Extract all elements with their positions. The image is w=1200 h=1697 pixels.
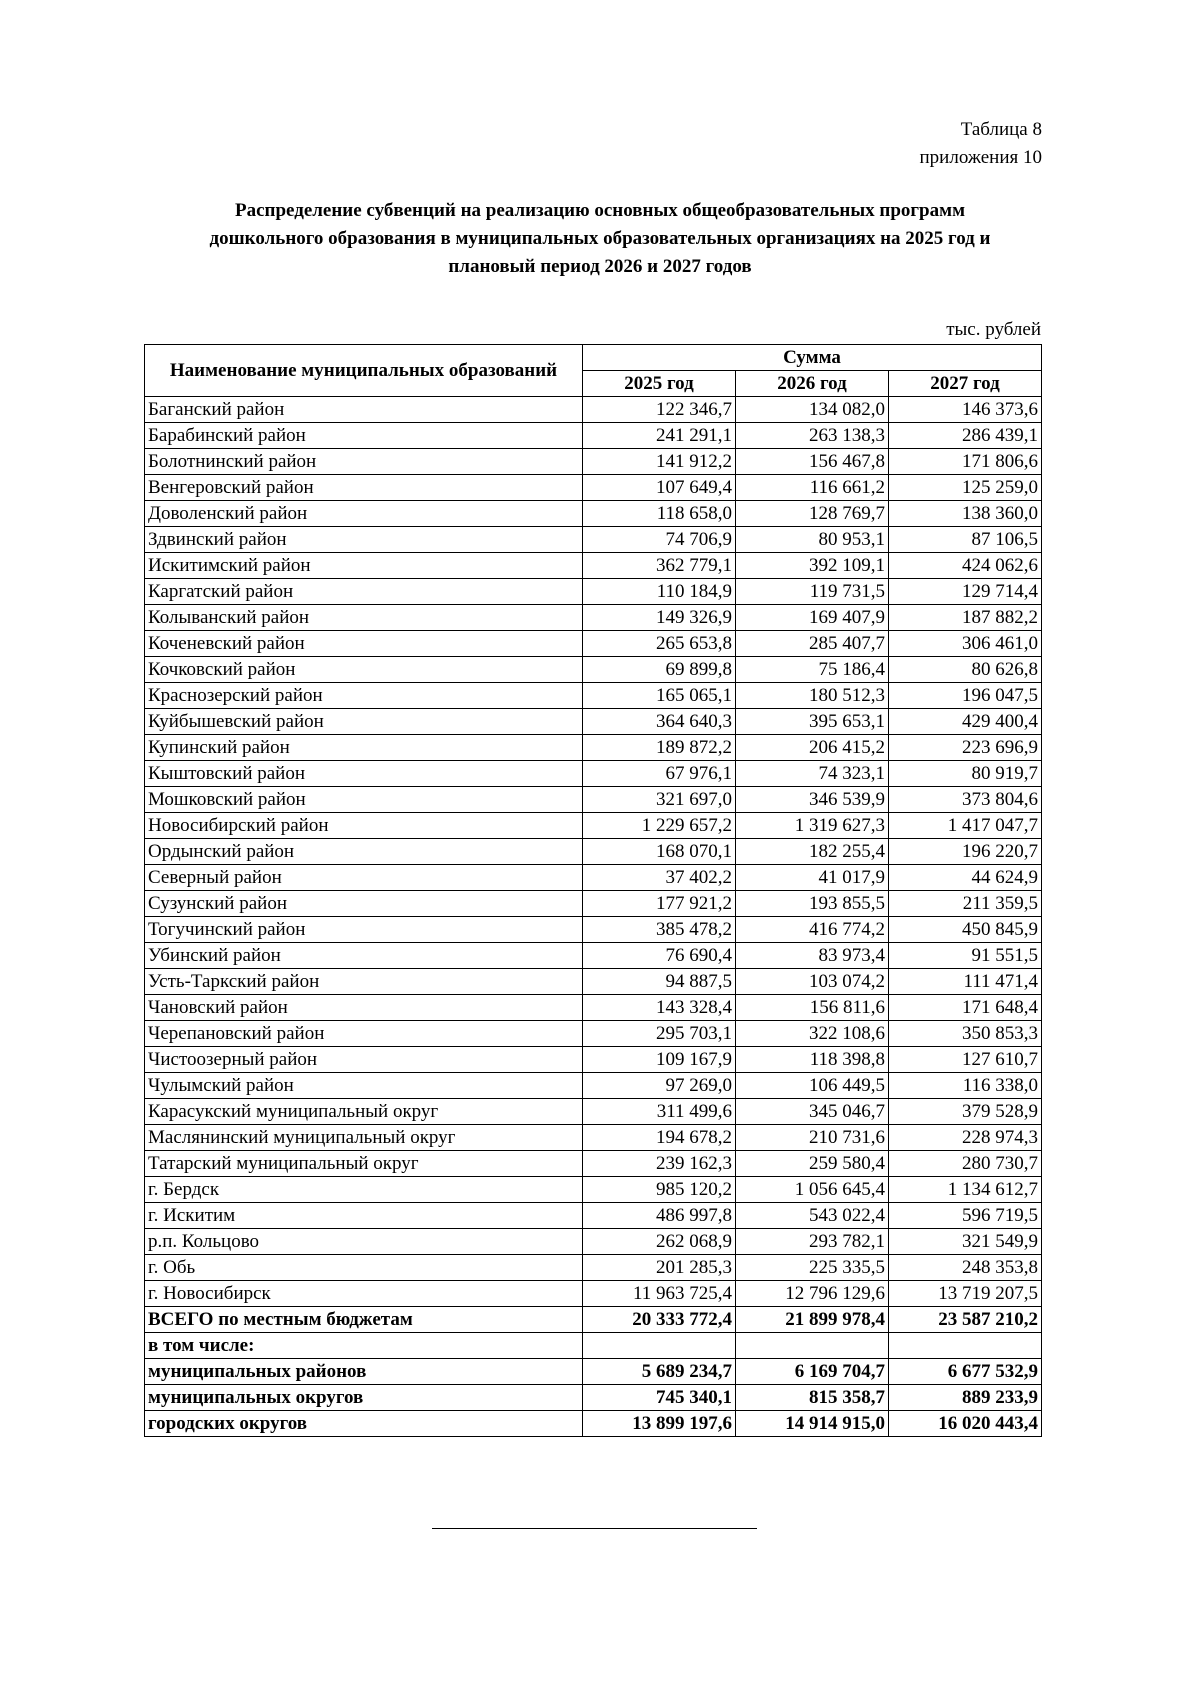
value-2025-cell: 311 499,6 [583,1099,736,1125]
row-name-cell: Сузунский район [145,891,583,917]
value-2027-cell: 87 106,5 [889,527,1042,553]
table-row [145,1255,1042,1281]
value-2026-cell: 225 335,5 [736,1255,889,1281]
value-2026-cell: 392 109,1 [736,553,889,579]
row-name-cell: Маслянинский муниципальный округ [145,1125,583,1151]
value-2026-cell: 41 017,9 [736,865,889,891]
value-2025-cell: 177 921,2 [583,891,736,917]
table-row [145,891,1042,917]
value-2027-cell: 280 730,7 [889,1151,1042,1177]
value-2027-cell: 111 471,4 [889,969,1042,995]
table-row [145,839,1042,865]
value-2027-cell: 171 806,6 [889,449,1042,475]
row-name-cell: Краснозерский район [145,683,583,709]
value-2025-cell: 295 703,1 [583,1021,736,1047]
value-2026-cell: 156 467,8 [736,449,889,475]
table-total-row [145,1333,1042,1359]
value-2025-cell: 385 478,2 [583,917,736,943]
value-2026-cell: 134 082,0 [736,397,889,423]
value-2026-cell: 322 108,6 [736,1021,889,1047]
value-2027-cell: 138 360,0 [889,501,1042,527]
table-row [145,813,1042,839]
table-row [145,1073,1042,1099]
table-total-row [145,1359,1042,1385]
value-2026-cell: 263 138,3 [736,423,889,449]
row-name-cell: р.п. Кольцово [145,1229,583,1255]
value-2026-cell: 14 914 915,0 [736,1411,889,1437]
value-2025-cell: 168 070,1 [583,839,736,865]
table-row [145,423,1042,449]
value-2027-cell: 450 845,9 [889,917,1042,943]
value-2027-cell: 306 461,0 [889,631,1042,657]
table-row [145,735,1042,761]
row-name-cell: г. Обь [145,1255,583,1281]
value-2025-cell: 69 899,8 [583,657,736,683]
value-2027-cell: 23 587 210,2 [889,1307,1042,1333]
row-name-cell: Кыштовский район [145,761,583,787]
value-2027-cell: 424 062,6 [889,553,1042,579]
table-row [145,1281,1042,1307]
value-2025-cell: 262 068,9 [583,1229,736,1255]
table-row [145,475,1042,501]
value-2027-cell: 211 359,5 [889,891,1042,917]
value-2026-cell: 293 782,1 [736,1229,889,1255]
row-name-cell: Тогучинский район [145,917,583,943]
value-2025-cell: 107 649,4 [583,475,736,501]
value-2025-cell: 67 976,1 [583,761,736,787]
table-row [145,943,1042,969]
table-row [145,969,1042,995]
value-2026-cell: 346 539,9 [736,787,889,813]
value-2026-cell: 1 056 645,4 [736,1177,889,1203]
value-2025-cell: 109 167,9 [583,1047,736,1073]
row-name-cell: Карасукский муниципальный округ [145,1099,583,1125]
value-2027-cell: 129 714,4 [889,579,1042,605]
column-header-year: 2026 год [736,371,889,397]
value-2027-cell: 1 134 612,7 [889,1177,1042,1203]
value-2026-cell: 74 323,1 [736,761,889,787]
value-2027-cell: 127 610,7 [889,1047,1042,1073]
value-2026-cell: 193 855,5 [736,891,889,917]
value-2027-cell: 146 373,6 [889,397,1042,423]
row-name-cell: Ордынский район [145,839,583,865]
value-2025-cell: 239 162,3 [583,1151,736,1177]
value-2025-cell: 143 328,4 [583,995,736,1021]
table-row [145,1125,1042,1151]
value-2025-cell: 141 912,2 [583,449,736,475]
value-2026-cell: 285 407,7 [736,631,889,657]
value-2027-cell: 286 439,1 [889,423,1042,449]
value-2026-cell: 118 398,8 [736,1047,889,1073]
value-2027-cell: 44 624,9 [889,865,1042,891]
row-name-cell: Баганский район [145,397,583,423]
value-2025-cell: 37 402,2 [583,865,736,891]
value-2027-cell: 248 353,8 [889,1255,1042,1281]
value-2026-cell [736,1333,889,1359]
column-header-year: 2027 год [889,371,1042,397]
value-2025-cell: 189 872,2 [583,735,736,761]
value-2025-cell: 745 340,1 [583,1385,736,1411]
table-body [145,397,1042,1437]
value-2026-cell: 345 046,7 [736,1099,889,1125]
table-row [145,605,1042,631]
value-2027-cell: 80 626,8 [889,657,1042,683]
table-row [145,527,1042,553]
table-total-row [145,1385,1042,1411]
value-2027-cell: 125 259,0 [889,475,1042,501]
value-2026-cell: 206 415,2 [736,735,889,761]
row-name-cell: г. Новосибирск [145,1281,583,1307]
value-2026-cell: 83 973,4 [736,943,889,969]
value-2026-cell: 128 769,7 [736,501,889,527]
table-row [145,761,1042,787]
row-name-cell: Купинский район [145,735,583,761]
value-2025-cell: 265 653,8 [583,631,736,657]
table-row [145,1177,1042,1203]
bottom-divider [432,1528,757,1529]
value-2025-cell: 13 899 197,6 [583,1411,736,1437]
value-2026-cell: 169 407,9 [736,605,889,631]
value-2026-cell: 116 661,2 [736,475,889,501]
row-name-cell: Колыванский район [145,605,583,631]
column-header-name: Наименование муниципальных образований [145,345,583,397]
row-name-cell: Усть-Таркский район [145,969,583,995]
value-2027-cell: 196 047,5 [889,683,1042,709]
value-2026-cell: 12 796 129,6 [736,1281,889,1307]
value-2026-cell: 80 953,1 [736,527,889,553]
value-2027-cell: 80 919,7 [889,761,1042,787]
row-name-cell: г. Искитим [145,1203,583,1229]
value-2025-cell [583,1333,736,1359]
row-name-cell: муниципальных округов [145,1385,583,1411]
table-row [145,631,1042,657]
value-2025-cell: 985 120,2 [583,1177,736,1203]
value-2027-cell: 596 719,5 [889,1203,1042,1229]
units-label: тыс. рублей [946,319,1041,340]
value-2026-cell: 395 653,1 [736,709,889,735]
value-2027-cell: 889 233,9 [889,1385,1042,1411]
row-name-cell: Чановский район [145,995,583,1021]
table-row [145,1047,1042,1073]
row-name-cell: Северный район [145,865,583,891]
table-row [145,683,1042,709]
document-title [145,197,1055,281]
row-name-cell: Куйбышевский район [145,709,583,735]
table-row [145,787,1042,813]
value-2027-cell: 13 719 207,5 [889,1281,1042,1307]
table-row [145,553,1042,579]
row-name-cell: Кочковский район [145,657,583,683]
table-row [145,449,1042,475]
row-name-cell: Барабинский район [145,423,583,449]
value-2025-cell: 122 346,7 [583,397,736,423]
value-2026-cell: 103 074,2 [736,969,889,995]
table-row [145,1151,1042,1177]
row-name-cell: в том числе: [145,1333,583,1359]
table-row [145,917,1042,943]
value-2026-cell: 815 358,7 [736,1385,889,1411]
value-2025-cell: 149 326,9 [583,605,736,631]
row-name-cell: городских округов [145,1411,583,1437]
table-total-row [145,1411,1042,1437]
value-2026-cell: 106 449,5 [736,1073,889,1099]
value-2026-cell: 156 811,6 [736,995,889,1021]
document-title-line: Распределение субвенций на реализацию основных общеобразовательных программ [234,200,966,221]
value-2026-cell: 182 255,4 [736,839,889,865]
value-2025-cell: 364 640,3 [583,709,736,735]
row-name-cell: Новосибирский район [145,813,583,839]
document-title-line: дошкольного образования в муниципальных образовательных организациях на 2025 год и [209,228,991,249]
value-2025-cell: 194 678,2 [583,1125,736,1151]
value-2026-cell: 6 169 704,7 [736,1359,889,1385]
table-row [145,1021,1042,1047]
table-total-row [145,1307,1042,1333]
value-2026-cell: 1 319 627,3 [736,813,889,839]
value-2026-cell: 75 186,4 [736,657,889,683]
value-2027-cell: 171 648,4 [889,995,1042,1021]
value-2027-cell: 196 220,7 [889,839,1042,865]
value-2027-cell: 429 400,4 [889,709,1042,735]
row-name-cell: Доволенский район [145,501,583,527]
value-2026-cell: 180 512,3 [736,683,889,709]
column-header-sum: Сумма [583,345,1042,371]
value-2027-cell: 91 551,5 [889,943,1042,969]
table-row [145,1229,1042,1255]
value-2025-cell: 241 291,1 [583,423,736,449]
appendix-label: приложения 10 [919,147,1042,168]
subvention-table [144,344,1042,1437]
table-row [145,579,1042,605]
table-row [145,501,1042,527]
value-2025-cell: 97 269,0 [583,1073,736,1099]
value-2025-cell: 94 887,5 [583,969,736,995]
table-row [145,397,1042,423]
value-2027-cell: 228 974,3 [889,1125,1042,1151]
value-2027-cell: 379 528,9 [889,1099,1042,1125]
value-2025-cell: 76 690,4 [583,943,736,969]
value-2027-cell: 321 549,9 [889,1229,1042,1255]
value-2026-cell: 119 731,5 [736,579,889,605]
table-number-label: Таблица 8 [960,119,1042,140]
value-2025-cell: 74 706,9 [583,527,736,553]
row-name-cell: Коченевский район [145,631,583,657]
row-name-cell: Каргатский район [145,579,583,605]
table-row [145,657,1042,683]
table-row [145,709,1042,735]
value-2025-cell: 165 065,1 [583,683,736,709]
value-2026-cell: 416 774,2 [736,917,889,943]
row-name-cell: муниципальных районов [145,1359,583,1385]
value-2026-cell: 21 899 978,4 [736,1307,889,1333]
row-name-cell: Искитимский район [145,553,583,579]
value-2025-cell: 110 184,9 [583,579,736,605]
value-2025-cell: 1 229 657,2 [583,813,736,839]
value-2027-cell [889,1333,1042,1359]
document-title-line: плановый период 2026 и 2027 годов [448,256,752,277]
value-2025-cell: 11 963 725,4 [583,1281,736,1307]
value-2025-cell: 5 689 234,7 [583,1359,736,1385]
column-header-year: 2025 год [583,371,736,397]
value-2027-cell: 373 804,6 [889,787,1042,813]
table-row [145,995,1042,1021]
value-2025-cell: 201 285,3 [583,1255,736,1281]
row-name-cell: Мошковский район [145,787,583,813]
value-2025-cell: 118 658,0 [583,501,736,527]
row-name-cell: Здвинский район [145,527,583,553]
value-2027-cell: 223 696,9 [889,735,1042,761]
value-2027-cell: 350 853,3 [889,1021,1042,1047]
value-2026-cell: 259 580,4 [736,1151,889,1177]
value-2027-cell: 1 417 047,7 [889,813,1042,839]
row-name-cell: г. Бердск [145,1177,583,1203]
row-name-cell: ВСЕГО по местным бюджетам [145,1307,583,1333]
value-2025-cell: 362 779,1 [583,553,736,579]
row-name-cell: Венгеровский район [145,475,583,501]
value-2027-cell: 187 882,2 [889,605,1042,631]
table-row [145,1099,1042,1125]
row-name-cell: Татарский муниципальный округ [145,1151,583,1177]
value-2026-cell: 543 022,4 [736,1203,889,1229]
value-2025-cell: 20 333 772,4 [583,1307,736,1333]
table-row [145,865,1042,891]
row-name-cell: Чулымский район [145,1073,583,1099]
value-2027-cell: 116 338,0 [889,1073,1042,1099]
value-2025-cell: 486 997,8 [583,1203,736,1229]
value-2027-cell: 16 020 443,4 [889,1411,1042,1437]
row-name-cell: Чистоозерный район [145,1047,583,1073]
row-name-cell: Болотнинский район [145,449,583,475]
row-name-cell: Черепановский район [145,1021,583,1047]
value-2027-cell: 6 677 532,9 [889,1359,1042,1385]
row-name-cell: Убинский район [145,943,583,969]
table-row [145,1203,1042,1229]
value-2025-cell: 321 697,0 [583,787,736,813]
value-2026-cell: 210 731,6 [736,1125,889,1151]
